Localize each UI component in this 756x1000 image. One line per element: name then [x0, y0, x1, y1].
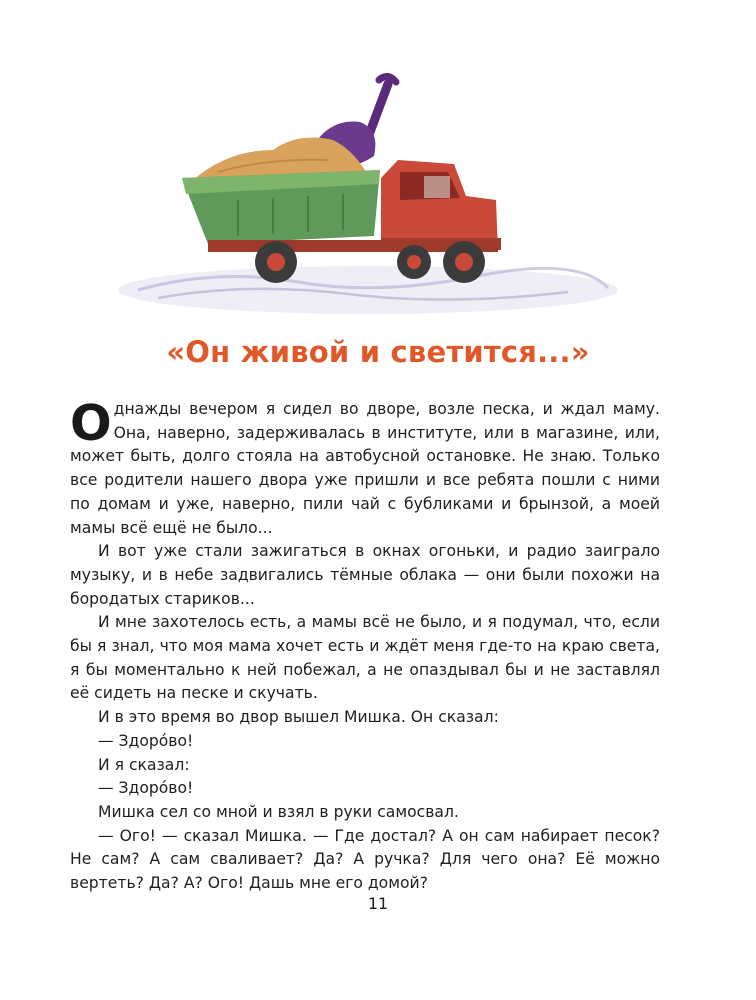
rear-wheel	[255, 241, 297, 283]
front-wheel	[443, 241, 485, 283]
paragraph-4: И в это время во двор вышел Мишка. Он сказал:	[98, 708, 499, 727]
paragraph-6: — Ого! — сказал Мишка. — Где достал? А он сам набирает песок? Не сам? А сам сваливает? Да? А ручка? Для чего она? Её можно вертеть? Да? А? Ого! Дашь мне его домой?	[70, 826, 660, 893]
paragraph-5: Мишка сел со мной и взял в руки самосвал.	[98, 802, 459, 821]
dialogue-line-1: — Здоро́во!	[98, 731, 194, 750]
paragraph-2: И вот уже стали зажигаться в окнах огоньки, и радио заиграло музыку, и в небе задвигались тёмные облака — они были похожи на бородатых стариков...	[70, 542, 660, 608]
chapter-title: «Он живой и светится...»	[166, 335, 590, 369]
dump-truck-illustration	[98, 0, 628, 325]
dialogue-line-3: — Здоро́во!	[98, 779, 194, 798]
page-number: 11	[367, 894, 389, 913]
dump-bed	[182, 170, 380, 244]
story-text	[70, 395, 660, 896]
paragraph-1: Однажды вечером я сидел во дворе, возле песка, и ждал маму. Она, наверно, задерживалась в институте, или в магазине, или, может быть, долго стояла на автобусной остановке. Не знаю. Только все родители нашего двора уже пришли и все ребята пошли с ними по домам и уже, наверно, пили чай с бубликами и брынзой, а моей мамы всё ещё не было...	[70, 395, 660, 537]
paragraph-3: И мне захотелось есть, а мамы всё не было, и я подумал, что, если бы я знал, что моя мама хочет есть и ждёт меня где-то на краю света, я бы моментально к ней побежал, а не опаздывал бы и не заставлял её сидеть на песке и скучать.	[70, 613, 660, 703]
drop-cap: О	[70, 395, 112, 452]
dialogue-line-2: И я сказал:	[98, 755, 190, 774]
truck-cab	[381, 160, 501, 250]
ground-wash	[118, 266, 618, 314]
middle-wheel	[397, 245, 431, 279]
